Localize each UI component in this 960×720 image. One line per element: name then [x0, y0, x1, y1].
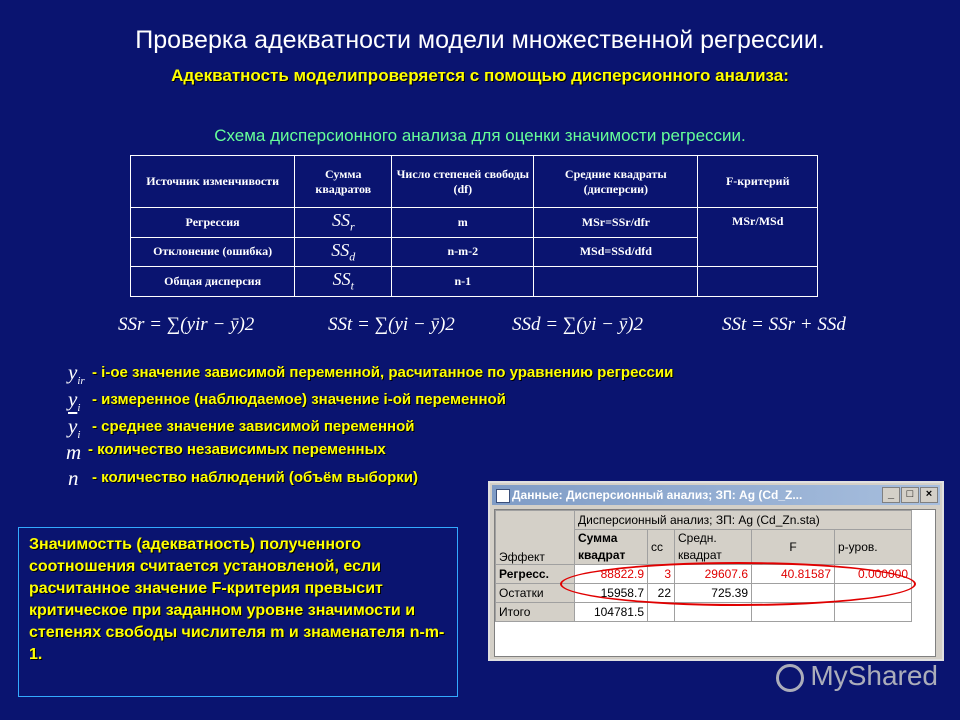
f-criterion-cell: MSr/MSd	[698, 208, 818, 267]
df-cell: n-1	[392, 267, 534, 297]
grid-caption-row	[496, 511, 912, 530]
header-ms: Средние квадраты (дисперсии)	[534, 156, 698, 208]
anova-table	[130, 155, 818, 297]
cell-ss[interactable]: 15958.7	[575, 584, 648, 603]
cell-ms[interactable]: 29607.6	[675, 565, 752, 584]
cell-ss[interactable]: 88822.9	[575, 565, 648, 584]
header-df: cc	[648, 530, 675, 565]
anova-header-row	[131, 156, 818, 208]
formula-ssd: SSd = ∑(yi − ȳ)2	[512, 314, 643, 335]
anova-row-regression	[131, 208, 818, 238]
cell-df[interactable]: 22	[648, 584, 675, 603]
source-cell: Регрессия	[131, 208, 295, 238]
df-cell: n-m-2	[392, 237, 534, 267]
header-f: F-критерий	[698, 156, 818, 208]
cell-p[interactable]	[835, 603, 912, 622]
row-label[interactable]: Регресс.	[496, 565, 575, 584]
symbol-y-mean: $\overline{y}_i$	[68, 414, 81, 442]
header-ss: Сумма квадрат	[575, 530, 648, 565]
row-label[interactable]: Остатки	[496, 584, 575, 603]
header-p: р-уров.	[835, 530, 912, 565]
header-df: Число степеней свободы (df)	[392, 156, 534, 208]
window-title: Данные: Дисперсионный анализ; ЗП: Ag (Cd_Z...	[512, 488, 803, 502]
window-titlebar[interactable]	[492, 485, 940, 505]
scheme-title: Схема дисперсионного анализа для оценки значимости регрессии.	[214, 126, 746, 145]
row-label[interactable]: Итого	[496, 603, 575, 622]
symbol-y-ir: $y_{ir}$	[68, 360, 85, 388]
cell-df[interactable]	[648, 603, 675, 622]
formula-sst: SSt = ∑(yi − ȳ)2	[328, 314, 455, 335]
highlight-ellipse	[560, 562, 916, 606]
cell-p[interactable]: 0.000000	[835, 565, 912, 584]
ms-cell: MSd=SSd/dfd	[534, 237, 698, 267]
formula-sst-sum: SSt = SSr + SSd	[722, 314, 846, 335]
ms-cell	[534, 267, 698, 297]
header-source: Источник изменчивости	[131, 156, 295, 208]
ms-cell: MSr=SSr/dfr	[534, 208, 698, 238]
grid-caption: Дисперсионный анализ; ЗП: Ag (Cd_Zn.sta)	[575, 511, 912, 530]
page-subtitle: Адекватность моделипроверяется с помощью дисперсионного анализа:	[171, 66, 789, 85]
cell-ms[interactable]: 725.39	[675, 584, 752, 603]
ss-cell: $SS_t$	[295, 267, 392, 297]
anova-row-total	[131, 267, 818, 297]
symbol-m: m	[66, 440, 82, 464]
ss-cell: $SS_d$	[295, 237, 392, 267]
df-cell: m	[392, 208, 534, 238]
empty-cell	[698, 267, 818, 297]
header-ms: Средн. квадрат	[675, 530, 752, 565]
cell-df[interactable]: 3	[648, 565, 675, 584]
significance-note: Значимостть (адекватность) полученного соотношения считается установленой, если расчитанное значение F-критерия превысит критическое при заданном уровне значимости и степенях свободы числителя m и знаменателя n-m-1.	[18, 527, 458, 697]
source-cell: Общая дисперсия	[131, 267, 295, 297]
legend-y-i: - измеренное (наблюдаемое) значение i-ой переменной	[92, 391, 506, 408]
legend-y-mean: - среднее значение зависимой переменной	[92, 418, 415, 435]
minimize-button[interactable]: _	[882, 487, 900, 503]
formula-ssr: SSr = ∑(yir − ȳ)2	[118, 314, 255, 335]
header-f: F	[752, 530, 835, 565]
spreadsheet-icon	[496, 489, 510, 503]
header-effect: Эффект	[496, 511, 575, 565]
legend-n: - количество наблюдений (объём выборки)	[92, 469, 418, 486]
close-button[interactable]: ×	[920, 487, 938, 503]
header-ss: Сумма квадратов	[295, 156, 392, 208]
symbol-n: n	[68, 466, 79, 490]
source-cell: Отклонение (ошибка)	[131, 237, 295, 267]
page-title: Проверка адекватности модели множественной регрессии.	[135, 26, 825, 54]
symbol-y-i: $y_i$	[68, 387, 81, 415]
maximize-button[interactable]: □	[901, 487, 919, 503]
legend-y-ir: - i-ое значение зависимой переменной, расчитанное по уравнению регрессии	[92, 364, 674, 381]
cell-ss[interactable]: 104781.5	[575, 603, 648, 622]
legend-m: - количество независимых переменных	[88, 441, 386, 458]
ss-cell: $SS_r$	[295, 208, 392, 238]
cell-f[interactable]: 40.81587	[752, 565, 835, 584]
watermark: MyShared	[776, 660, 938, 692]
logo-icon	[776, 664, 804, 692]
